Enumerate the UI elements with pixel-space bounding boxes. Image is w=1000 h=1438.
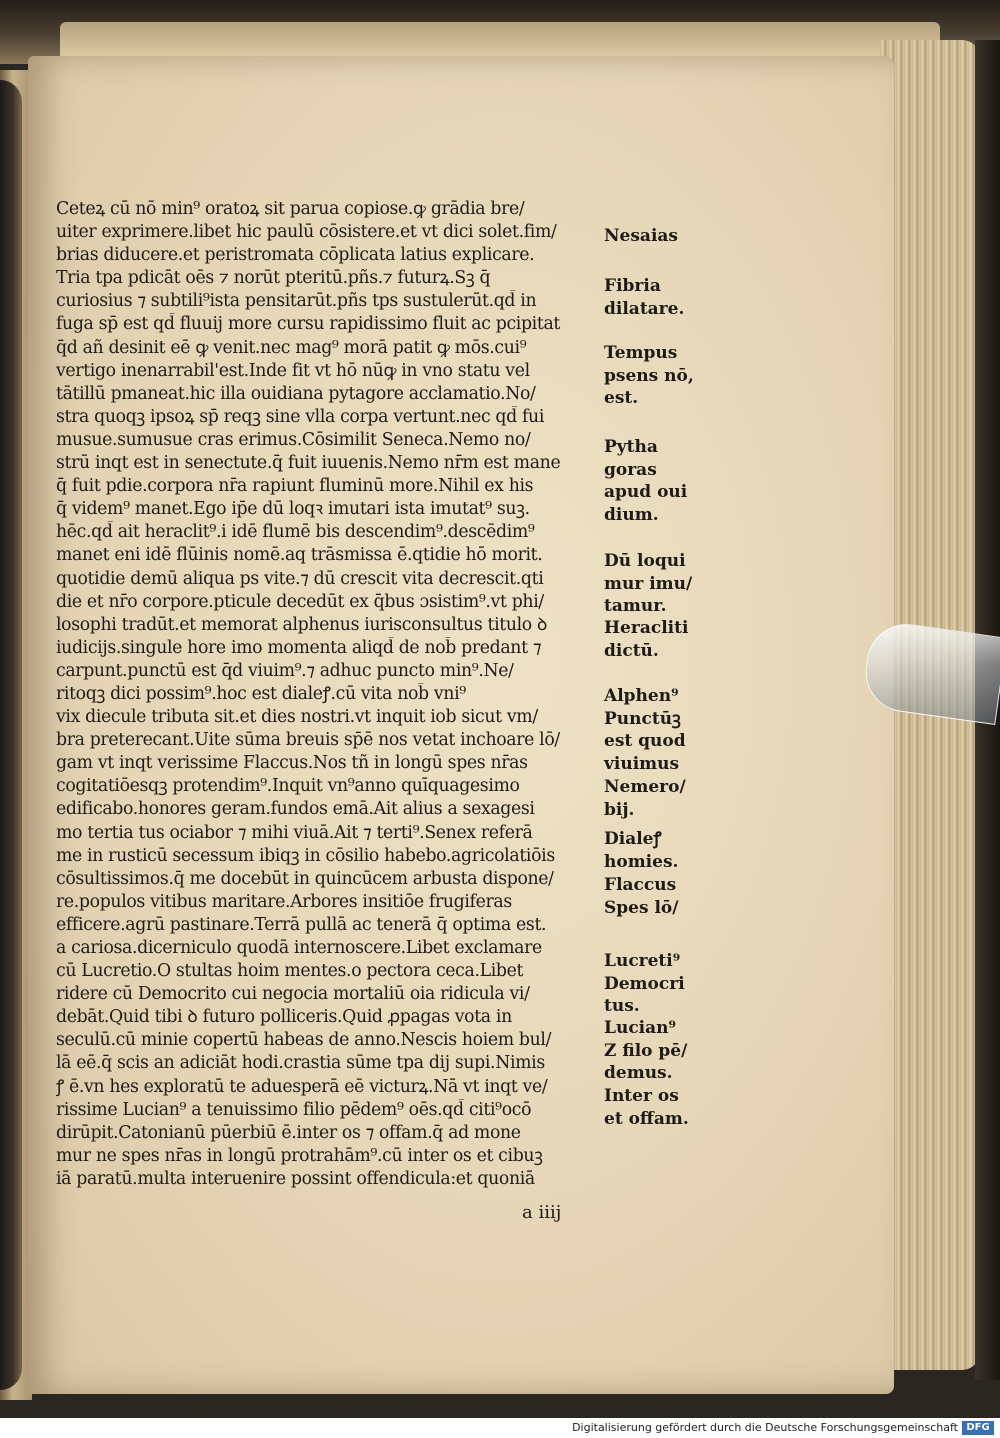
text-line: ꝭ ē.vn hes exploratū te aduesperā eē victurꝝ.Nā vt inqt ve/ xyxy=(56,1076,548,1097)
marginal-note-line: Tempus xyxy=(604,343,678,363)
text-line: vix diecule tributa sit.et dies nostri.vt inquit iob sicut vm/ xyxy=(56,707,538,728)
text-line: brias diducere.et peristromata cōplicata latius explicare. xyxy=(56,245,535,266)
text-line: a cariosa.dicerniculo quodā internoscere.Libet exclamare xyxy=(56,938,542,958)
text-line: tātillū pmaneat.hic illa ouidiana pytagore acclamatio.No/ xyxy=(56,383,536,404)
marginal-note-line: Dialeꝭ xyxy=(604,829,662,849)
marginal-note-line: Nemero/ xyxy=(604,777,686,797)
marginal-note xyxy=(604,874,714,919)
text-line: efficere.agrū pastinare.Terrā pullā ac tenerā q̄ optima est. xyxy=(56,914,547,935)
marginal-note xyxy=(604,685,714,775)
funding-credit: Digitalisierung gefördert durch die Deutsche Forschungsgemeinschaft xyxy=(572,1421,958,1434)
text-line: rissime Lucian⁹ a tenuissimo filio pēdem⁹ oēs.qd̄ citi⁹ocō xyxy=(56,1099,532,1120)
text-line: q̄ fuit pdie.corpora nr̄a rapiunt fluminū more.Nihil ex his xyxy=(56,476,534,497)
marginal-note-line: tamur. xyxy=(604,596,667,616)
marginal-note xyxy=(604,617,714,662)
text-line: gam vt inqt verissime Flaccus.Nos tñ in longū spes nr̄as xyxy=(56,753,528,774)
text-line: stra quoqꝫ ipsoꝝ sp̄ reqꝫ sine vlla corpa vertunt.nec qd̄ fui xyxy=(56,406,544,427)
text-line: me in rusticū secessum ibiqꝫ in cōsilio habebo.agricolatiōis xyxy=(56,845,555,866)
marginal-note xyxy=(604,776,714,821)
marginal-note-line: bij. xyxy=(604,799,635,820)
marginal-note-line: dilatare. xyxy=(604,298,685,319)
text-line: q̄ videm⁹ manet.Ego ip̄e dū loqꝛ imutari ista imutat⁹ suꝫ. xyxy=(56,499,530,520)
marginal-note-line: Inter os xyxy=(604,1086,679,1106)
text-line: iā paratū.multa interuenire possint offendicula:et quoniā xyxy=(56,1168,535,1189)
marginal-note-line: homies. xyxy=(604,851,679,872)
marginal-note xyxy=(604,828,714,873)
text-line: debāt.Quid tibi ꝺ futuro polliceris.Quid ꝓpagas vota in xyxy=(56,1007,512,1028)
dfg-logo: DFG xyxy=(962,1421,994,1435)
footer-bar xyxy=(0,1418,1000,1438)
text-line: q̄d añ desinit eē ꝙ venit.nec mag⁹ morā patit ꝙ mōs.cui⁹ xyxy=(56,337,527,358)
marginal-note-line: dictū. xyxy=(604,640,659,661)
text-line: mo tertia tus ociabor ⁊ mihi viuā.Ait ⁊ terti⁹.Senex referā xyxy=(56,822,533,843)
marginal-note-line: demus. xyxy=(604,1063,673,1083)
text-line: musue.sumusue cras erimus.Cōsimilit Seneca.Nemo no/ xyxy=(56,429,531,450)
text-line: bra preterecant.Uite sūma breuis sp̄ē nos vetat inchoare lō/ xyxy=(56,730,560,751)
marginal-note-line: Heracliti xyxy=(604,618,689,638)
marginal-note xyxy=(604,550,714,618)
marginal-note xyxy=(604,1017,714,1085)
text-line: manet eni idē flūinis nomē.aq trāsmissa ē.qtidie hō morit. xyxy=(56,545,543,566)
marginal-note-line: psens nō, xyxy=(604,365,694,386)
text-line: Tria tpa pdicāt oēs ⁊ norūt pteritū.pñs.⁊ futurꝝ.Sꝫ q̄ xyxy=(56,268,491,289)
main-text-column xyxy=(56,198,601,1191)
text-line: ritoqꝫ dici possim⁹.hoc est dialeꝭ.cū vita nob̄ vni⁹ xyxy=(56,683,466,704)
marginal-note-line: et offam. xyxy=(604,1108,689,1129)
marginal-note-line: Spes lō/ xyxy=(604,897,679,918)
marginal-note xyxy=(604,1085,714,1130)
text-line: fuga sp̄ est qd̄ fluuij more cursu rapidissimo fluit ac pcipitat xyxy=(56,314,560,335)
marginal-note xyxy=(604,342,714,410)
marginal-note-line: viuimus xyxy=(604,753,680,774)
text-line: lā eē.q̄ scis an adiciāt hodi.crastia sūme tpa dij supi.Nimis xyxy=(56,1053,545,1074)
text-line: Ceteꝝ cū nō min⁹ oratoꝝ sit parua copiose.ꝙ grādia bre/ xyxy=(56,199,525,219)
text-line: losophi tradūt.et memorat alphenus iurisconsultus titulo ꝺ xyxy=(56,614,548,635)
marginal-note xyxy=(604,225,714,248)
text-line: iudicijs.singule hore imo momenta aliqd̄ de nob̄ predant ⁊ xyxy=(56,637,542,658)
marginal-note xyxy=(604,950,714,1018)
text-line: cōsultissimos.q̄ me docebūt in quincūcem arbusta dispone/ xyxy=(56,868,554,889)
text-line: die et nr̄o corpore.pticule decedūt ex q̄bus ɔsistim⁹.vt phi/ xyxy=(56,591,544,612)
marginal-note xyxy=(604,275,714,320)
text-line: mur ne spes nr̄as in longū protrahām⁹.cū inter os et cibuꝫ xyxy=(56,1145,543,1166)
marginal-note-line: mur imu/ xyxy=(604,573,693,594)
marginal-note-line: apud oui xyxy=(604,482,688,502)
signature-mark: a iiij xyxy=(522,1202,562,1223)
marginal-note-line: Democri xyxy=(604,973,685,994)
text-line: vertigo inenarrabil'est.Inde fit vt hō nūꝙ in vno statu vel xyxy=(56,360,530,381)
text-line: cogitatiōesqꝫ protendim⁹.Inquit vn⁹anno quīquagesimo xyxy=(56,776,520,797)
marginal-note-line: Z filo pē/ xyxy=(604,1040,688,1061)
text-line: hēc.qd̄ ait heraclit⁹.i idē flumē bis descendim⁹.descēdim⁹ xyxy=(56,522,535,543)
text-line: curiosius ⁊ subtili⁹ista pensitarūt.pñs tps sustulerūt.qd̄ in xyxy=(56,291,537,312)
marginal-note-line: tus. xyxy=(604,996,640,1016)
marginal-note-line: est. xyxy=(604,388,639,408)
marginal-note-line: Fibria xyxy=(604,276,661,296)
text-line: edificabo.honores geram.fundos emā.Ait alius a sexagesi xyxy=(56,799,535,820)
text-line: cū Lucretio.O stultas hoim mentes.o pectora ceca.Libet xyxy=(56,961,524,982)
marginal-note-line: Alphen⁹ xyxy=(604,686,679,706)
text-line: re.populos vitibus maritare.Arbores insitiōe frugiferas xyxy=(56,891,512,912)
marginal-note-line: Lucreti⁹ xyxy=(604,951,681,971)
marginal-note-line: Lucian⁹ xyxy=(604,1018,676,1038)
text-line: strū inqt est in senectute.q̄ fuit iuuenis.Nemo nr̄m est mane xyxy=(56,453,561,474)
marginal-note-line: Dū loqui xyxy=(604,551,686,571)
marginal-note-line: Pytha xyxy=(604,437,658,457)
facing-page-curl xyxy=(0,80,22,1390)
marginal-note xyxy=(604,436,714,526)
marginal-note-line: goras xyxy=(604,459,657,480)
text-line: seculū.cū minie copertū habeas de anno.Nescis hoiem bul/ xyxy=(56,1030,552,1051)
marginal-note-line: est quod xyxy=(604,731,686,751)
text-line: uiter exprimere.libet hic paulū cōsistere.et vt dici solet.fim/ xyxy=(56,222,557,243)
marginal-note-line: Nesaias xyxy=(604,226,678,246)
text-line: ridere cū Democrito cui negocia mortaliū oia ridicula vi/ xyxy=(56,984,530,1005)
text-line: quotidie demū aliqua ps vite.⁊ dū crescit vita decrescit.qti xyxy=(56,568,544,589)
text-line: carpunt.punctū est q̄d viuim⁹.⁊ adhuc puncto min⁹.Ne/ xyxy=(56,660,514,681)
text-line: dirūpit.Catonianū pūerbiū ē.inter os ⁊ offam.q̄ ad mone xyxy=(56,1122,521,1143)
marginal-note-line: Flaccus xyxy=(604,875,677,895)
book-top-edge xyxy=(0,0,1000,64)
marginal-note-line: Punctūꝫ xyxy=(604,708,681,729)
marginal-note-line: dium. xyxy=(604,504,659,525)
